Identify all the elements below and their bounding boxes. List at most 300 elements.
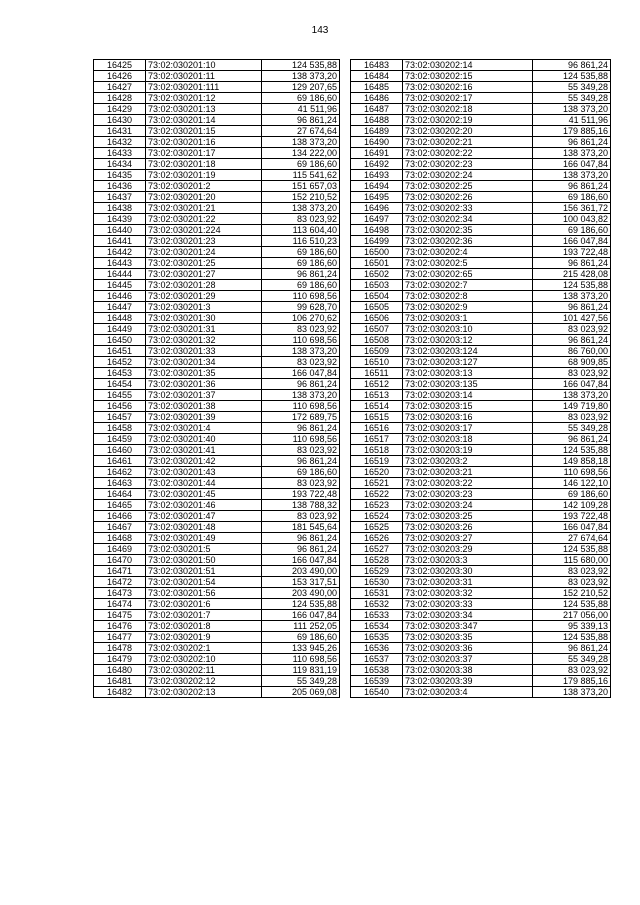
row-number-cell: 16426 bbox=[94, 71, 146, 82]
cadastral-value-cell: 96 861,24 bbox=[262, 533, 340, 544]
cadastral-number-cell: 73:02:030203:22 bbox=[403, 478, 533, 489]
cadastral-number-cell: 73:02:030201:3 bbox=[146, 302, 262, 313]
cadastral-number-cell: 73:02:030201:15 bbox=[146, 126, 262, 137]
cadastral-value-cell: 55 349,28 bbox=[262, 676, 340, 687]
cadastral-value-cell: 83 023,92 bbox=[262, 478, 340, 489]
row-number-cell: 16482 bbox=[94, 687, 146, 698]
cadastral-number-cell: 73:02:030201:33 bbox=[146, 346, 262, 357]
table-row bbox=[94, 291, 340, 302]
table-row bbox=[94, 357, 340, 368]
row-number-cell: 16440 bbox=[94, 225, 146, 236]
table-row bbox=[94, 544, 340, 555]
row-number-cell: 16444 bbox=[94, 269, 146, 280]
table-row bbox=[94, 214, 340, 225]
cadastral-number-cell: 73:02:030203:4 bbox=[403, 687, 533, 698]
table-row bbox=[351, 126, 611, 137]
table-row bbox=[351, 687, 611, 698]
cadastral-value-cell: 179 885,16 bbox=[533, 126, 611, 137]
register-table-body bbox=[94, 60, 340, 698]
row-number-cell: 16519 bbox=[351, 456, 403, 467]
cadastral-number-cell: 73:02:030201:24 bbox=[146, 247, 262, 258]
cadastral-number-cell: 73:02:030201:30 bbox=[146, 313, 262, 324]
row-number-cell: 16477 bbox=[94, 632, 146, 643]
cadastral-value-cell: 166 047,84 bbox=[533, 522, 611, 533]
table-row bbox=[94, 566, 340, 577]
cadastral-number-cell: 73:02:030203:17 bbox=[403, 423, 533, 434]
cadastral-value-cell: 110 698,56 bbox=[262, 335, 340, 346]
row-number-cell: 16517 bbox=[351, 434, 403, 445]
cadastral-number-cell: 73:02:030201:42 bbox=[146, 456, 262, 467]
row-number-cell: 16502 bbox=[351, 269, 403, 280]
table-row bbox=[94, 280, 340, 291]
row-number-cell: 16474 bbox=[94, 599, 146, 610]
table-row bbox=[94, 181, 340, 192]
table-row bbox=[351, 335, 611, 346]
cadastral-value-cell: 83 023,92 bbox=[262, 324, 340, 335]
cadastral-value-cell: 116 510,23 bbox=[262, 236, 340, 247]
cadastral-number-cell: 73:02:030201:41 bbox=[146, 445, 262, 456]
cadastral-value-cell: 166 047,84 bbox=[533, 236, 611, 247]
row-number-cell: 16437 bbox=[94, 192, 146, 203]
table-row bbox=[351, 533, 611, 544]
row-number-cell: 16529 bbox=[351, 566, 403, 577]
row-number-cell: 16430 bbox=[94, 115, 146, 126]
row-number-cell: 16458 bbox=[94, 423, 146, 434]
cadastral-value-cell: 166 047,84 bbox=[262, 368, 340, 379]
cadastral-value-cell: 55 349,28 bbox=[533, 423, 611, 434]
table-row bbox=[351, 401, 611, 412]
row-number-cell: 16535 bbox=[351, 632, 403, 643]
table-row bbox=[94, 137, 340, 148]
cadastral-value-cell: 152 210,52 bbox=[262, 192, 340, 203]
row-number-cell: 16522 bbox=[351, 489, 403, 500]
cadastral-value-cell: 55 349,28 bbox=[533, 93, 611, 104]
cadastral-value-cell: 179 885,16 bbox=[533, 676, 611, 687]
row-number-cell: 16485 bbox=[351, 82, 403, 93]
cadastral-number-cell: 73:02:030201:18 bbox=[146, 159, 262, 170]
cadastral-number-cell: 73:02:030201:38 bbox=[146, 401, 262, 412]
table-row bbox=[94, 489, 340, 500]
cadastral-number-cell: 73:02:030202:17 bbox=[403, 93, 533, 104]
row-number-cell: 16520 bbox=[351, 467, 403, 478]
table-row bbox=[351, 236, 611, 247]
cadastral-number-cell: 73:02:030202:4 bbox=[403, 247, 533, 258]
cadastral-value-cell: 217 056,00 bbox=[533, 610, 611, 621]
cadastral-number-cell: 73:02:030203:32 bbox=[403, 588, 533, 599]
row-number-cell: 16472 bbox=[94, 577, 146, 588]
row-number-cell: 16491 bbox=[351, 148, 403, 159]
cadastral-number-cell: 73:02:030202:9 bbox=[403, 302, 533, 313]
table-row bbox=[94, 478, 340, 489]
cadastral-value-cell: 203 490,00 bbox=[262, 566, 340, 577]
cadastral-number-cell: 73:02:030201:48 bbox=[146, 522, 262, 533]
table-row bbox=[351, 280, 611, 291]
cadastral-value-cell: 138 373,20 bbox=[533, 687, 611, 698]
cadastral-number-cell: 73:02:030202:24 bbox=[403, 170, 533, 181]
cadastral-value-cell: 111 252,05 bbox=[262, 621, 340, 632]
cadastral-number-cell: 73:02:030201:36 bbox=[146, 379, 262, 390]
cadastral-value-cell: 181 545,64 bbox=[262, 522, 340, 533]
cadastral-number-cell: 73:02:030203:38 bbox=[403, 665, 533, 676]
row-number-cell: 16515 bbox=[351, 412, 403, 423]
row-number-cell: 16468 bbox=[94, 533, 146, 544]
cadastral-value-cell: 156 361,72 bbox=[533, 203, 611, 214]
cadastral-value-cell: 138 373,20 bbox=[262, 390, 340, 401]
row-number-cell: 16499 bbox=[351, 236, 403, 247]
cadastral-value-cell: 96 861,24 bbox=[262, 115, 340, 126]
row-number-cell: 16523 bbox=[351, 500, 403, 511]
table-row bbox=[351, 665, 611, 676]
cadastral-number-cell: 73:02:030203:12 bbox=[403, 335, 533, 346]
row-number-cell: 16481 bbox=[94, 676, 146, 687]
cadastral-number-cell: 73:02:030201:21 bbox=[146, 203, 262, 214]
row-number-cell: 16525 bbox=[351, 522, 403, 533]
table-row bbox=[94, 302, 340, 313]
cadastral-value-cell: 96 861,24 bbox=[533, 181, 611, 192]
table-row bbox=[351, 104, 611, 115]
row-number-cell: 16455 bbox=[94, 390, 146, 401]
row-number-cell: 16521 bbox=[351, 478, 403, 489]
cadastral-number-cell: 73:02:030202:11 bbox=[146, 665, 262, 676]
cadastral-number-cell: 73:02:030203:25 bbox=[403, 511, 533, 522]
cadastral-number-cell: 73:02:030203:18 bbox=[403, 434, 533, 445]
cadastral-value-cell: 138 373,20 bbox=[533, 170, 611, 181]
cadastral-number-cell: 73:02:030201:7 bbox=[146, 610, 262, 621]
cadastral-number-cell: 73:02:030201:6 bbox=[146, 599, 262, 610]
cadastral-number-cell: 73:02:030201:29 bbox=[146, 291, 262, 302]
cadastral-value-cell: 166 047,84 bbox=[533, 379, 611, 390]
row-number-cell: 16512 bbox=[351, 379, 403, 390]
cadastral-number-cell: 73:02:030201:10 bbox=[146, 60, 262, 71]
cadastral-value-cell: 69 186,60 bbox=[533, 225, 611, 236]
cadastral-number-cell: 73:02:030202:65 bbox=[403, 269, 533, 280]
row-number-cell: 16480 bbox=[94, 665, 146, 676]
table-row bbox=[351, 588, 611, 599]
cadastral-value-cell: 41 511,96 bbox=[533, 115, 611, 126]
table-row bbox=[94, 643, 340, 654]
cadastral-value-cell: 110 698,56 bbox=[262, 654, 340, 665]
cadastral-value-cell: 110 698,56 bbox=[262, 434, 340, 445]
row-number-cell: 16504 bbox=[351, 291, 403, 302]
table-row bbox=[351, 456, 611, 467]
table-row bbox=[351, 511, 611, 522]
table-row bbox=[351, 379, 611, 390]
table-row bbox=[94, 313, 340, 324]
cadastral-number-cell: 73:02:030201:49 bbox=[146, 533, 262, 544]
row-number-cell: 16494 bbox=[351, 181, 403, 192]
row-number-cell: 16498 bbox=[351, 225, 403, 236]
cadastral-value-cell: 138 373,20 bbox=[533, 148, 611, 159]
cadastral-number-cell: 73:02:030202:23 bbox=[403, 159, 533, 170]
cadastral-value-cell: 55 349,28 bbox=[533, 654, 611, 665]
table-row bbox=[94, 115, 340, 126]
cadastral-number-cell: 73:02:030201:22 bbox=[146, 214, 262, 225]
table-row bbox=[94, 335, 340, 346]
cadastral-number-cell: 73:02:030202:5 bbox=[403, 258, 533, 269]
cadastral-value-cell: 101 427,56 bbox=[533, 313, 611, 324]
table-row bbox=[351, 203, 611, 214]
cadastral-number-cell: 73:02:030202:36 bbox=[403, 236, 533, 247]
table-row bbox=[351, 621, 611, 632]
table-row bbox=[94, 533, 340, 544]
row-number-cell: 16538 bbox=[351, 665, 403, 676]
row-number-cell: 16449 bbox=[94, 324, 146, 335]
row-number-cell: 16518 bbox=[351, 445, 403, 456]
table-row bbox=[94, 236, 340, 247]
table-row bbox=[351, 489, 611, 500]
cadastral-value-cell: 124 535,88 bbox=[262, 599, 340, 610]
table-row bbox=[351, 390, 611, 401]
row-number-cell: 16452 bbox=[94, 357, 146, 368]
table-row bbox=[94, 676, 340, 687]
cadastral-value-cell: 166 047,84 bbox=[262, 610, 340, 621]
table-row bbox=[94, 654, 340, 665]
cadastral-number-cell: 73:02:030203:27 bbox=[403, 533, 533, 544]
table-row bbox=[351, 577, 611, 588]
cadastral-value-cell: 138 373,20 bbox=[533, 104, 611, 115]
cadastral-number-cell: 73:02:030203:29 bbox=[403, 544, 533, 555]
cadastral-value-cell: 193 722,48 bbox=[533, 511, 611, 522]
table-row bbox=[351, 544, 611, 555]
cadastral-number-cell: 73:02:030201:25 bbox=[146, 258, 262, 269]
row-number-cell: 16526 bbox=[351, 533, 403, 544]
cadastral-value-cell: 138 373,20 bbox=[533, 390, 611, 401]
row-number-cell: 16501 bbox=[351, 258, 403, 269]
cadastral-value-cell: 129 207,65 bbox=[262, 82, 340, 93]
row-number-cell: 16514 bbox=[351, 401, 403, 412]
cadastral-value-cell: 133 945,26 bbox=[262, 643, 340, 654]
row-number-cell: 16473 bbox=[94, 588, 146, 599]
row-number-cell: 16479 bbox=[94, 654, 146, 665]
cadastral-number-cell: 73:02:030201:46 bbox=[146, 500, 262, 511]
cadastral-number-cell: 73:02:030201:20 bbox=[146, 192, 262, 203]
cadastral-value-cell: 68 909,85 bbox=[533, 357, 611, 368]
cadastral-value-cell: 124 535,88 bbox=[533, 280, 611, 291]
table-row bbox=[94, 225, 340, 236]
row-number-cell: 16489 bbox=[351, 126, 403, 137]
table-row bbox=[94, 258, 340, 269]
cadastral-value-cell: 166 047,84 bbox=[262, 555, 340, 566]
table-row bbox=[94, 104, 340, 115]
table-row bbox=[351, 478, 611, 489]
table-row bbox=[351, 522, 611, 533]
cadastral-number-cell: 73:02:030203:347 bbox=[403, 621, 533, 632]
cadastral-value-cell: 83 023,92 bbox=[533, 324, 611, 335]
table-row bbox=[351, 654, 611, 665]
cadastral-number-cell: 73:02:030201:56 bbox=[146, 588, 262, 599]
cadastral-number-cell: 73:02:030202:18 bbox=[403, 104, 533, 115]
table-row bbox=[351, 676, 611, 687]
cadastral-value-cell: 83 023,92 bbox=[533, 577, 611, 588]
row-number-cell: 16539 bbox=[351, 676, 403, 687]
table-row bbox=[94, 665, 340, 676]
table-row bbox=[351, 82, 611, 93]
table-row bbox=[351, 71, 611, 82]
cadastral-value-cell: 69 186,60 bbox=[262, 159, 340, 170]
cadastral-number-cell: 73:02:030202:10 bbox=[146, 654, 262, 665]
table-row bbox=[351, 159, 611, 170]
table-row bbox=[351, 192, 611, 203]
row-number-cell: 16507 bbox=[351, 324, 403, 335]
cadastral-value-cell: 205 069,08 bbox=[262, 687, 340, 698]
cadastral-value-cell: 138 788,32 bbox=[262, 500, 340, 511]
row-number-cell: 16524 bbox=[351, 511, 403, 522]
cadastral-number-cell: 73:02:030203:15 bbox=[403, 401, 533, 412]
cadastral-number-cell: 73:02:030202:25 bbox=[403, 181, 533, 192]
cadastral-number-cell: 73:02:030201:23 bbox=[146, 236, 262, 247]
row-number-cell: 16436 bbox=[94, 181, 146, 192]
row-number-cell: 16488 bbox=[351, 115, 403, 126]
cadastral-number-cell: 73:02:030203:35 bbox=[403, 632, 533, 643]
row-number-cell: 16446 bbox=[94, 291, 146, 302]
row-number-cell: 16513 bbox=[351, 390, 403, 401]
cadastral-number-cell: 73:02:030203:21 bbox=[403, 467, 533, 478]
cadastral-value-cell: 96 861,24 bbox=[533, 643, 611, 654]
cadastral-value-cell: 124 535,88 bbox=[262, 60, 340, 71]
cadastral-number-cell: 73:02:030203:1 bbox=[403, 313, 533, 324]
row-number-cell: 16459 bbox=[94, 434, 146, 445]
cadastral-value-cell: 203 490,00 bbox=[262, 588, 340, 599]
cadastral-number-cell: 73:02:030201:34 bbox=[146, 357, 262, 368]
table-row bbox=[351, 324, 611, 335]
cadastral-value-cell: 69 186,60 bbox=[262, 467, 340, 478]
table-row bbox=[94, 324, 340, 335]
cadastral-value-cell: 124 535,88 bbox=[533, 599, 611, 610]
table-row bbox=[351, 599, 611, 610]
row-number-cell: 16443 bbox=[94, 258, 146, 269]
table-row bbox=[94, 511, 340, 522]
table-row bbox=[94, 401, 340, 412]
cadastral-number-cell: 73:02:030202:13 bbox=[146, 687, 262, 698]
cadastral-number-cell: 73:02:030201:224 bbox=[146, 225, 262, 236]
table-row bbox=[351, 181, 611, 192]
cadastral-number-cell: 73:02:030203:10 bbox=[403, 324, 533, 335]
cadastral-value-cell: 83 023,92 bbox=[533, 412, 611, 423]
cadastral-value-cell: 149 858,18 bbox=[533, 456, 611, 467]
table-row bbox=[94, 522, 340, 533]
cadastral-number-cell: 73:02:030201:47 bbox=[146, 511, 262, 522]
row-number-cell: 16493 bbox=[351, 170, 403, 181]
cadastral-number-cell: 73:02:030202:1 bbox=[146, 643, 262, 654]
table-row bbox=[94, 93, 340, 104]
row-number-cell: 16425 bbox=[94, 60, 146, 71]
cadastral-number-cell: 73:02:030201:32 bbox=[146, 335, 262, 346]
row-number-cell: 16530 bbox=[351, 577, 403, 588]
cadastral-value-cell: 142 109,28 bbox=[533, 500, 611, 511]
cadastral-number-cell: 73:02:030201:19 bbox=[146, 170, 262, 181]
row-number-cell: 16470 bbox=[94, 555, 146, 566]
cadastral-number-cell: 73:02:030202:34 bbox=[403, 214, 533, 225]
cadastral-value-cell: 124 535,88 bbox=[533, 632, 611, 643]
cadastral-number-cell: 73:02:030203:13 bbox=[403, 368, 533, 379]
cadastral-value-cell: 172 689,75 bbox=[262, 412, 340, 423]
cadastral-value-cell: 96 861,24 bbox=[533, 302, 611, 313]
register-table-body bbox=[351, 60, 611, 698]
row-number-cell: 16469 bbox=[94, 544, 146, 555]
table-row bbox=[94, 390, 340, 401]
cadastral-number-cell: 73:02:030203:36 bbox=[403, 643, 533, 654]
cadastral-number-cell: 73:02:030201:50 bbox=[146, 555, 262, 566]
table-row bbox=[351, 225, 611, 236]
table-row bbox=[94, 247, 340, 258]
row-number-cell: 16447 bbox=[94, 302, 146, 313]
row-number-cell: 16466 bbox=[94, 511, 146, 522]
row-number-cell: 16432 bbox=[94, 137, 146, 148]
cadastral-number-cell: 73:02:030201:37 bbox=[146, 390, 262, 401]
row-number-cell: 16492 bbox=[351, 159, 403, 170]
cadastral-number-cell: 73:02:030201:12 bbox=[146, 93, 262, 104]
row-number-cell: 16451 bbox=[94, 346, 146, 357]
row-number-cell: 16536 bbox=[351, 643, 403, 654]
row-number-cell: 16434 bbox=[94, 159, 146, 170]
cadastral-value-cell: 193 722,48 bbox=[262, 489, 340, 500]
row-number-cell: 16461 bbox=[94, 456, 146, 467]
table-row bbox=[351, 148, 611, 159]
cadastral-number-cell: 73:02:030201:31 bbox=[146, 324, 262, 335]
cadastral-number-cell: 73:02:030203:37 bbox=[403, 654, 533, 665]
row-number-cell: 16496 bbox=[351, 203, 403, 214]
cadastral-number-cell: 73:02:030202:14 bbox=[403, 60, 533, 71]
cadastral-value-cell: 69 186,60 bbox=[262, 258, 340, 269]
cadastral-number-cell: 73:02:030202:21 bbox=[403, 137, 533, 148]
table-row bbox=[94, 555, 340, 566]
row-number-cell: 16475 bbox=[94, 610, 146, 621]
row-number-cell: 16464 bbox=[94, 489, 146, 500]
cadastral-value-cell: 41 511,96 bbox=[262, 104, 340, 115]
table-row bbox=[94, 434, 340, 445]
row-number-cell: 16478 bbox=[94, 643, 146, 654]
cadastral-number-cell: 73:02:030203:34 bbox=[403, 610, 533, 621]
table-row bbox=[351, 258, 611, 269]
cadastral-value-cell: 138 373,20 bbox=[262, 137, 340, 148]
row-number-cell: 16537 bbox=[351, 654, 403, 665]
cadastral-value-cell: 115 541,62 bbox=[262, 170, 340, 181]
table-row bbox=[94, 588, 340, 599]
cadastral-number-cell: 73:02:030203:30 bbox=[403, 566, 533, 577]
row-number-cell: 16483 bbox=[351, 60, 403, 71]
cadastral-value-cell: 96 861,24 bbox=[262, 456, 340, 467]
cadastral-number-cell: 73:02:030202:16 bbox=[403, 82, 533, 93]
cadastral-value-cell: 96 861,24 bbox=[262, 423, 340, 434]
table-row bbox=[94, 500, 340, 511]
cadastral-value-cell: 124 535,88 bbox=[533, 445, 611, 456]
cadastral-value-cell: 96 861,24 bbox=[533, 434, 611, 445]
cadastral-number-cell: 73:02:030202:20 bbox=[403, 126, 533, 137]
cadastral-value-cell: 95 339,13 bbox=[533, 621, 611, 632]
row-number-cell: 16438 bbox=[94, 203, 146, 214]
table-row bbox=[351, 500, 611, 511]
row-number-cell: 16500 bbox=[351, 247, 403, 258]
row-number-cell: 16540 bbox=[351, 687, 403, 698]
table-row bbox=[94, 60, 340, 71]
table-row bbox=[351, 555, 611, 566]
table-row bbox=[94, 126, 340, 137]
cadastral-value-cell: 152 210,52 bbox=[533, 588, 611, 599]
cadastral-number-cell: 73:02:030201:51 bbox=[146, 566, 262, 577]
cadastral-value-cell: 138 373,20 bbox=[262, 346, 340, 357]
table-row bbox=[94, 456, 340, 467]
cadastral-value-cell: 215 428,08 bbox=[533, 269, 611, 280]
cadastral-number-cell: 73:02:030201:111 bbox=[146, 82, 262, 93]
cadastral-number-cell: 73:02:030203:23 bbox=[403, 489, 533, 500]
cadastral-number-cell: 73:02:030201:44 bbox=[146, 478, 262, 489]
row-number-cell: 16508 bbox=[351, 335, 403, 346]
row-number-cell: 16532 bbox=[351, 599, 403, 610]
cadastral-number-cell: 73:02:030203:127 bbox=[403, 357, 533, 368]
table-row bbox=[351, 214, 611, 225]
table-row bbox=[351, 412, 611, 423]
cadastral-value-cell: 83 023,92 bbox=[533, 368, 611, 379]
